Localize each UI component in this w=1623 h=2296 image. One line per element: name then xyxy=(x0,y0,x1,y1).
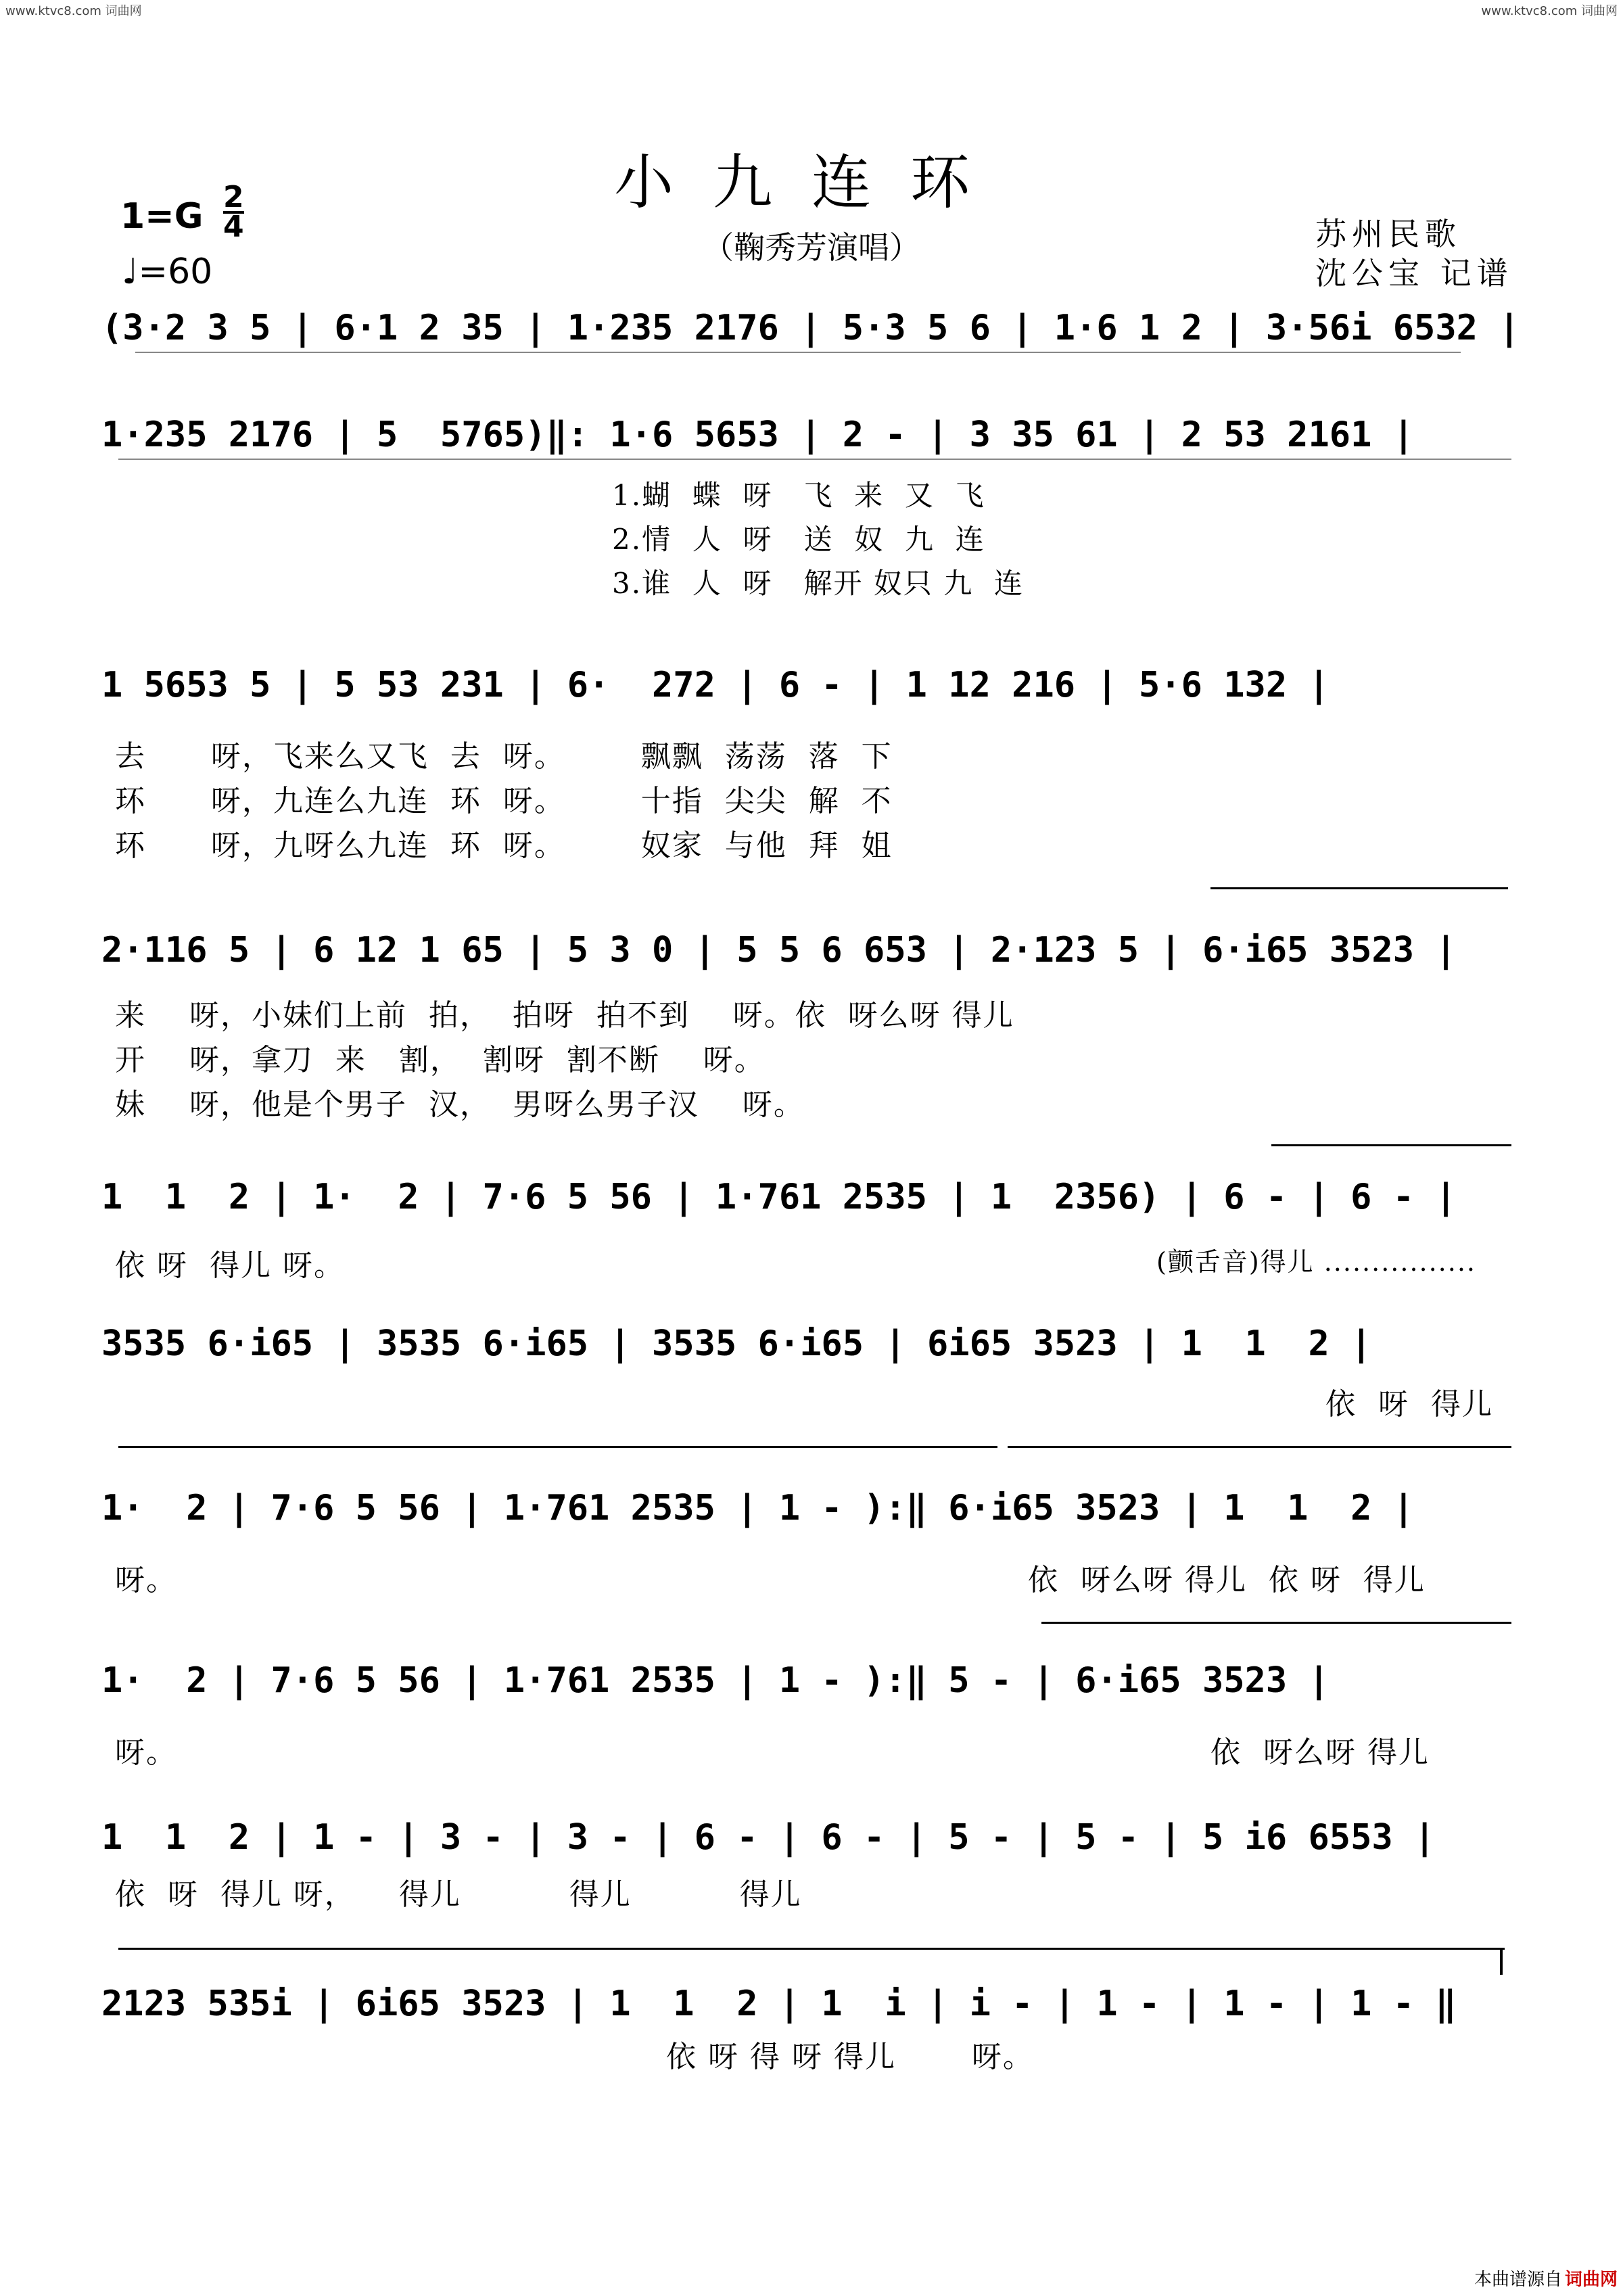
fermata-bracket xyxy=(1271,1144,1511,1146)
lyric-row3-verse1: 去 呀，飞来么又飞 去 呀。 飘飘 荡荡 落 下 xyxy=(115,739,893,774)
beam-guide-1 xyxy=(135,352,1461,353)
lyric-row10: 依 呀 得 呀 得儿 呀。 xyxy=(666,2040,1034,2074)
music-line-10: 2123 535i | 6i65 3523 | 1 1 2 | 1 i | i - | 1 - | 1 - | 1 - ‖ xyxy=(101,1984,1457,2024)
lyric-row8-ending3: 依 呀么呀 得儿 xyxy=(1210,1735,1430,1770)
time-signature-bottom: 4 xyxy=(223,210,244,244)
song-title: 小九连环 xyxy=(613,147,1009,217)
music-line-7: 1· 2 | 7·6 5 56 | 1·761 2535 | 1 - ):‖ 6·i65 3523 | 1 1 2 | xyxy=(101,1488,1415,1528)
music-line-1: (3·2 3 5 | 6·1 2 35 | 1·235 2176 | 5·3 5 6 | 1·6 1 2 | 3·56i 6532 | xyxy=(101,308,1520,348)
lyric-row2-verse2: 2.情 人 呀 送 奴 九 连 xyxy=(612,523,985,556)
lyric-row6: 依 呀 得儿 xyxy=(1325,1387,1493,1422)
footer-brand: 词曲网 xyxy=(1564,2270,1618,2290)
watermark-left: www.ktvc8.com 词曲网 xyxy=(5,4,142,18)
lyric-row7-start: 呀。 xyxy=(115,1563,177,1597)
footer-source: 本曲谱源自 xyxy=(1474,2270,1562,2290)
lyric-row5-trill-note: (颤舌音)得儿 ................ xyxy=(1156,1247,1476,1277)
music-line-9: 1 1 2 | 1 - | 3 - | 3 - | 6 - | 6 - | 5 - | 5 - | 5 i6 6553 | xyxy=(101,1817,1436,1858)
music-line-8: 1· 2 | 7·6 5 56 | 1·761 2535 | 1 - ):‖ 5 - | 6·i65 3523 | xyxy=(101,1660,1330,1701)
arranger-credit: 沈公宝 记谱 xyxy=(1315,255,1513,291)
key-signature: 1=G xyxy=(120,196,204,237)
music-line-3: 1 5653 5 | 5 53 231 | 6· 272 | 6 - | 1 12 216 | 5·6 132 | xyxy=(101,665,1330,705)
lyric-row8-start: 呀。 xyxy=(115,1735,177,1770)
time-signature xyxy=(223,180,244,244)
watermark-right: www.ktvc8.com 词曲网 xyxy=(1481,4,1618,18)
lyric-row4-verse3: 妹 呀，他是个男子 汉， 男呀么男子汉 呀。 xyxy=(115,1087,805,1122)
music-line-2: 1·235 2176 | 5 5765)‖: 1·6 5653 | 2 - | 3 35 61 | 2 53 2161 | xyxy=(101,415,1415,455)
time-signature-top: 2 xyxy=(223,180,244,214)
lyric-row9: 依 呀 得儿 呀， 得儿 得儿 得儿 xyxy=(115,1877,802,1912)
repeat-bracket-1 xyxy=(118,1446,997,1448)
performer-note: （鞠秀芳演唱） xyxy=(703,229,920,266)
final-bracket-end xyxy=(1500,1948,1503,1975)
tempo-marking: ♩=60 xyxy=(122,252,213,292)
volta-1-bracket xyxy=(1210,887,1508,889)
music-line-4: 2·116 5 | 6 12 1 65 | 5 3 0 | 5 5 6 653 | 2·123 5 | 6·i65 3523 | xyxy=(101,930,1457,970)
final-phrase-bracket xyxy=(118,1948,1505,1950)
lyric-row7-ending2: 依 呀么呀 得儿 依 呀 得儿 xyxy=(1028,1563,1426,1597)
source-credit: 苏州民歌 xyxy=(1315,216,1461,252)
music-line-5: 1 1 2 | 1· 2 | 7·6 5 56 | 1·761 2535 | 1 2356) | 6 - | 6 - | xyxy=(101,1177,1457,1217)
lyric-row3-verse2: 环 呀，九连么九连 环 呀。 十指 尖尖 解 不 xyxy=(115,784,893,818)
lyric-row2-verse1: 1.蝴 蝶 呀 飞 来 又 飞 xyxy=(612,479,985,512)
lyric-row3-verse3: 环 呀，九呀么九连 环 呀。 奴家 与他 拜 姐 xyxy=(115,828,893,863)
lyric-row2-verse3: 3.谁 人 呀 解开 奴只 九 连 xyxy=(612,567,1024,600)
lyric-row4-verse1: 来 呀，小妹们上前 拍， 拍呀 拍不到 呀。依 呀么呀 得儿 xyxy=(115,998,1014,1033)
lyric-row4-verse2: 开 呀，拿刀 来 割， 割呀 割不断 呀。 xyxy=(115,1043,766,1077)
beam-guide-2 xyxy=(118,459,1511,460)
lyric-row5: 依 呀 得儿 呀。 xyxy=(115,1248,345,1283)
music-line-6: 3535 6·i65 | 3535 6·i65 | 3535 6·i65 | 6i65 3523 | 1 1 2 | xyxy=(101,1323,1372,1364)
volta-3-bracket xyxy=(1041,1622,1511,1624)
volta-2-bracket xyxy=(1008,1446,1511,1448)
